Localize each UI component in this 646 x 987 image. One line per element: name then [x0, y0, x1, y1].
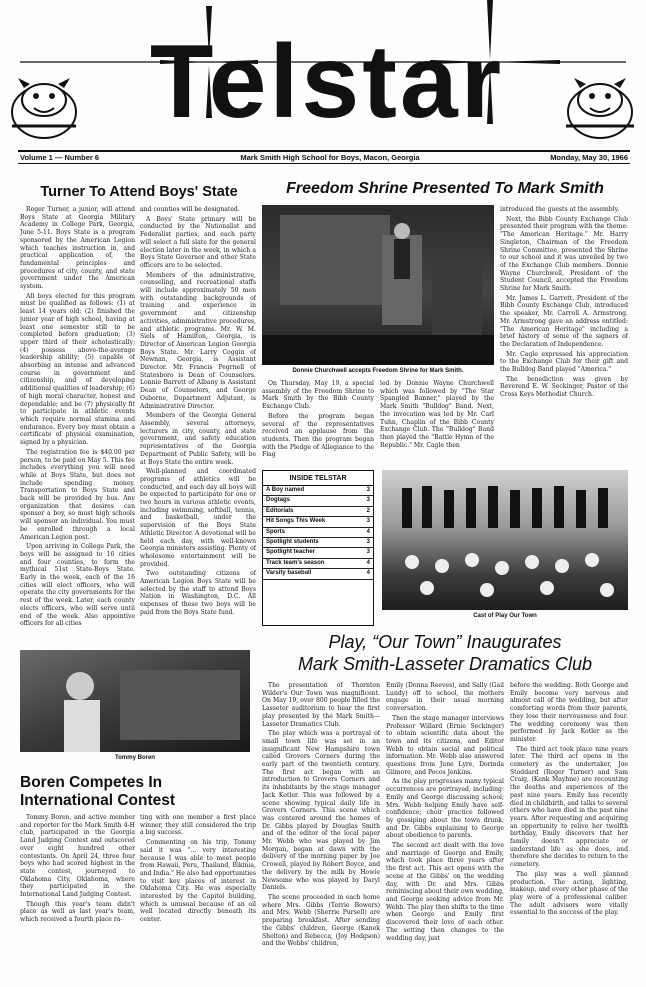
- inside-telstar-item-label: Hit Songs This Week: [266, 518, 326, 525]
- volume-number: Volume 1 — Number 6: [20, 153, 100, 162]
- play-headline-line-2: Mark Smith-Lasseter Dramatics Club: [297, 654, 593, 674]
- paragraph: before the wedding. Both George and Emily become very nervous and almost call of the wedding, but after comforting words from their parents, they lose their nervousness and four. The wedding ceremony was then performed by Jack Kotler as the minister.: [510, 682, 628, 743]
- inside-telstar-item: [263, 559, 373, 569]
- inside-telstar-item-page: 2: [366, 507, 370, 514]
- turner-headline: Turner To Attend Boys' State: [40, 184, 238, 200]
- inside-telstar-item-page: 3: [366, 538, 370, 545]
- shrine-column-2: [380, 380, 494, 464]
- masthead-rule-top: [18, 150, 630, 152]
- paragraph: As the play progresses many typical occurrences are portrayed, including: Emily and George discussing school; Mrs. Webb helping Emily have self-confidence; choir practice followed by gossiping about the town drunk; and Dr. Gibbs explaining to George about obedience to parents.: [386, 778, 504, 840]
- cast-photo-art: [382, 470, 628, 610]
- inside-telstar-item-page: 3: [366, 487, 370, 493]
- paragraph: and counties will be designated.: [140, 206, 240, 213]
- school-name: Mark Smith High School for Boys, Macon, Georgia: [240, 153, 420, 162]
- paragraph: The registration fee is $40.00 per person, to be paid on May 5. This fee includes everything you will need while at Boys State, but does not include spending money. Transportation to Boys State and back will be provided by bus. Any organization that desires can sponsor a boy, so must high schools will sponsor an individual. You must be enrolled through a local American Legion post.: [20, 448, 135, 541]
- inside-telstar-item-page: 3: [366, 497, 370, 504]
- cast-photo-caption: Cast of Play Our Town: [473, 613, 537, 619]
- inside-telstar-item: [263, 569, 373, 579]
- tommy-boren-caption: Tommy Boren: [115, 755, 155, 761]
- paragraph: On Thursday, May 19, a special assembly of the Freedom Shrine to Mark Smith by the Bibb County Exchange Club.: [262, 380, 374, 411]
- inside-telstar-title: INSIDE TELSTAR: [263, 471, 373, 486]
- inside-telstar-item: [263, 507, 373, 517]
- tommy-boren-photo: [20, 650, 250, 752]
- paragraph: The play which was a portrayal of small town life was set in an insignificant New Hampshire town called Grovers Corners during the early part of the twentieth century. The first act began with an introduction to Grovers Corners and its inhabitants by the stage manager Jack Kotler. This was followed by a scene showing typical daily life in Grovers Corners. This scene which was centered around the homes of Dr. Gibbs played by Douglas Smith and of the editor of the local paper Mr. Webb who was played by Jim Morgan, began at dawn with the delivery of the morning paper by Joe Crowell, played by Robert Boyce, and the delivery by the milk by Howie Newsome who was played by Daryl Daniels.: [262, 730, 380, 892]
- inside-telstar-item-label: Dogtags: [266, 497, 290, 504]
- masthead: [0, 0, 646, 148]
- inside-telstar-item-label: Track team's season: [266, 559, 325, 566]
- paragraph: Emily (Donna Reeves), and Sally (Gail Lundy) off to school, the mothers engage in their usual morning conversation.: [386, 682, 504, 713]
- paragraph: The play was a well planned production. The acting, lighting, makeup, and every other phase of the play were of a professional caliber. The adult advisors were vitally essential to the success of the play.: [510, 870, 628, 917]
- play-column-3: [510, 682, 628, 982]
- shrine-column-3: [500, 206, 628, 464]
- inside-telstar-item-label: A Boy named: [266, 487, 305, 493]
- paragraph: Two outstanding citizens of American Legion Boys State will be selected by the staff to attend Boys Nation in Washington, D.C. All expenses of these two boys will be paid from the Boys State fund.: [140, 570, 256, 616]
- inside-telstar-item: [263, 548, 373, 558]
- turner-column-1: [20, 206, 135, 642]
- paragraph: Mr. James L. Garrett, President of the Bibb County Exchange Club, introduced the speaker, Mr. Carroll A. Armstrong. Mr. Armstrong gave an address entitled: "The American Heritage" including a brief history of some of the signers of the Declaration of Independence.: [500, 294, 628, 348]
- paragraph: Members of the Georgia General Assembly, several attorneys, lecturers in city, county, and state government, and safety education representatives of the Georgia Department of Public Safety, will be at Boys State the entire week.: [140, 412, 256, 466]
- play-column-1: [262, 682, 380, 982]
- shrine-headline: Freedom Shrine Presented To Mark Smith: [286, 180, 604, 197]
- paragraph: The third act took place nine years later. The third act opens in the cemetery as the undertaker, Joe Stoddard (Roger Turner) and Sam Craig, (Kenk Mayhne) are recounting the deaths and experiences of the past nine years. Emily has recently died in childbirth, and talks to several others who have died in the past nine years. After requesting and acquiring an opportunity to relive her twelfth birthday, Emily discovers that her family doesn't appreciate or understand life as she does, and therefore she decides to return to the cemetery.: [510, 745, 628, 869]
- inside-telstar-item-page: 3: [366, 518, 370, 525]
- inside-telstar-item-page: 4: [366, 528, 370, 535]
- shrine-photo-caption: Donnie Churchwell accepts Freedom Shrine for Mark Smith.: [292, 368, 464, 374]
- inside-telstar-item-label: Varsity baseball: [266, 570, 312, 577]
- paragraph: The benediction was given by Reverend E. W. Seckinger, Pastor of the Cross Keys Methodist Church.: [500, 375, 628, 399]
- paragraph: Before the program began several of the representatives received an applause from the students. Then the program began with the Pledge of Allegiance to the Flag: [262, 412, 374, 459]
- inside-telstar-item-label: Spotlight students: [266, 538, 319, 545]
- paragraph: Upon arriving in College Park, the boys will be assigned to 16 cities and four counties, to form the mythical 51st State-Boys State. Early in the week, each of the 16 cities will elect officers, who will operate the city governments for the rest of the week. Later, each county elects officers, who will serve until end of the week. Also appointive officers for all cities: [20, 543, 135, 628]
- paragraph: Commenting on his trip, Tommy said it was "... very interesting because I was able to meet people from Hawaii, Peru, Thailand, Bikinia, and India." He also had opportunities to visit key places of interest in Oklahoma City. He was especially interested by the Capitol building, which is unusual because of an oil well located directly beneath its center.: [140, 839, 256, 924]
- paragraph: Roger Turner, a junior, will attend Boys State at Georgia Military Academy in College Park, Georgia, June 5-11. Boys State is a program sponsored by the American Legion which teaches instruction in, and practical application of, the fundamental principles and procedures of city, county, and state government under the American system.: [20, 206, 135, 291]
- paragraph: Members of the administrative, counseling, and recreational staffs will include approximately 50 men with outstanding backgrounds of training and experience in government and citizenship activities, administrative procedures, and athletic programs. Mr. W. M. Siels of Hamilton, Georgia, is Director of American Legion Georgia Boys State. Mr. Larry Coggin of Newnan, Georgia, is Assistant Director. Mr. Francis Pegrnell of Statesboro is Dean of Counselors. Lonnie Barrett of Albany is Assistant Dean of Counselors, and George Osborne, Department Adjutant, is Administrative Director.: [140, 271, 256, 410]
- shrine-photo: [262, 205, 494, 365]
- bulldog-mascot-icon: [566, 78, 634, 138]
- masthead-title: Telstar: [149, 24, 505, 140]
- shrine-column-1: [262, 380, 374, 464]
- inside-telstar-item: [263, 486, 373, 496]
- turner-column-2: [140, 206, 256, 642]
- paragraph: Mr. Cagle expressed his appreciation to the Exchange Club for their gift and the Bulldog Band played "America.": [500, 350, 628, 374]
- tommy-boren-photo-art: [20, 650, 250, 752]
- inside-telstar-item-label: Editorials: [266, 507, 294, 514]
- boren-column-2: [140, 814, 256, 982]
- paragraph: Though this year's team didn't place as well as last year's team, which received a fourth place ra-: [20, 900, 135, 924]
- paragraph: Well-planned and coordinated programs of athletics will be conducted, and each day all boys will be expected to participate for one or two hours in various athletic events, including swimming, softball, tennis, and basketball, under the supervision of the Boys State Athletic Director. A devotional will be held each day, with well-known Georgia ministers assisting. Plenty of wholesome entertainment will be provided.: [140, 468, 256, 568]
- paragraph: Tommy Boren, and active member and reporter for the Mark Smith 4-H club, participated in the Georgia Land Judging Contest and outscored over eight hundred other contestants. On April 24, three four boys who had scored highest in the state contest, journeyed to Oklahoma City, Oklahoma, where they participated in the International Land Judging Contest.: [20, 814, 135, 899]
- shrine-photo-art: [262, 205, 494, 365]
- play-column-2: [386, 682, 504, 982]
- boren-headline-line-1: Boren Competes In: [20, 774, 163, 791]
- inside-telstar-list: [263, 486, 373, 580]
- inside-telstar-item-page: 3: [366, 549, 370, 556]
- boren-column-1: [20, 814, 135, 982]
- inside-telstar-item-page: 4: [366, 559, 370, 566]
- inside-telstar-item-label: Spotlight teacher: [266, 549, 316, 556]
- play-headline-line-1: Play, “Our Town” Inaugurates: [328, 632, 562, 652]
- inside-telstar-item: [263, 528, 373, 538]
- masthead-rule-bottom: [18, 163, 630, 164]
- inside-telstar-item: [263, 496, 373, 506]
- inside-telstar-item: [263, 538, 373, 548]
- paragraph: introduced the guests at the assembly.: [500, 206, 620, 213]
- cast-photo: [382, 470, 628, 610]
- paragraph: Then the stage manager interviews Professor Willard (Ernie Seckinger) to obtain scientific data about the town and its citizens, and Editor Webb to obtain social and political information. Mr. Webb also answered questions from June Lyre, Dorinda Gilmore, and Pecos Jenkins.: [386, 714, 504, 776]
- paragraph: All boys elected for this program must be qualified as follows: (1) at least 14 years old; (2) finished the junior year of high school, having at least one semester still to be completed before graduation; (3) upper third of their scholastically; (4) possess above-the-average leadership ability; (5) capable of absorbing an intense and advanced course in government and citizenship, and of developing additional qualities of leadership; (6) of high moral character, honest and dependable; and be (7) physically fit to participate in athletic events which require normal stamina and endurance. Every boy must obtain a certificate of physical examination, signed by a physician.: [20, 292, 135, 447]
- bulldog-mascot-icon: [12, 78, 76, 138]
- paragraph: The scene proceeded in each home where Mrs. Gibbs (Terrie Bowers) and Mrs. Webb (Sherrie Pursell) are preparing breakfast. After sending the Gibbs' children, George (Kanek Shelton) and Rebecca, (Joy Hodgson) and the Webbs' children,: [262, 893, 380, 948]
- paragraph: Next, the Bibb County Exchange Club presented their program with the theme: "The American Heritage." Mr. Harry Singleton, Chairman of the Freedom Shrine Committee, presented the Shrine to our school and it was unveiled by two of the Exchange Club members. Donnie Wayne Churchwell, President of the Student Council, accepted the Freedom Shrine for Mark Smith.: [500, 215, 628, 293]
- inside-telstar-item: [263, 517, 373, 527]
- paragraph: The second act dealt with the love and marriage of George and Emily, which took place three years after the first act. This act opens with the scene at the Gibbs' on the wedding day, with Dr. and Mrs. Gibbs reminiscing about their own wedding, and George seeking advice from Mr. Webb. The play then shifts to the time when George and Emily first discovered their love of each other. The setting then changes to the wedding day, just: [386, 842, 504, 942]
- paragraph: The presentation of Thornton Wilder's Our Town was magnificent. On May 19, over 800 people filled the Lasseter auditorium to hear the first play presented by the Mark Smith—Lasseter Dramatics Club.: [262, 682, 380, 728]
- paragraph: A Boys' State primary will be conducted by the Nationalist and Federalist parties, and each party will select a full slate for the general election later in the week, in which a Boys State Governor and other State officers are to be selected.: [140, 215, 256, 269]
- inside-telstar-item-label: Sports: [266, 528, 286, 535]
- inside-telstar-box: [262, 470, 374, 626]
- boren-headline-line-2: International Contest: [20, 792, 176, 809]
- issue-date: Monday, May 30, 1966: [550, 153, 628, 162]
- paragraph: ting with one member a first place winner, they still considered the trip a big success.: [140, 814, 256, 837]
- paragraph: led by Donnie Wayne Churchwell which was followed by "The Star Spangled Banner," played by the Mark Smith "Bulldog" Band. Next, the invocation was led by Mr. Carl Tuhn, Chaplin of the Bibb County Exchange Club. The "Bulldog" Band then played the "Battle Hymn of the Republic." Mr. Cagle then: [380, 380, 494, 449]
- inside-telstar-item-page: 4: [366, 570, 370, 577]
